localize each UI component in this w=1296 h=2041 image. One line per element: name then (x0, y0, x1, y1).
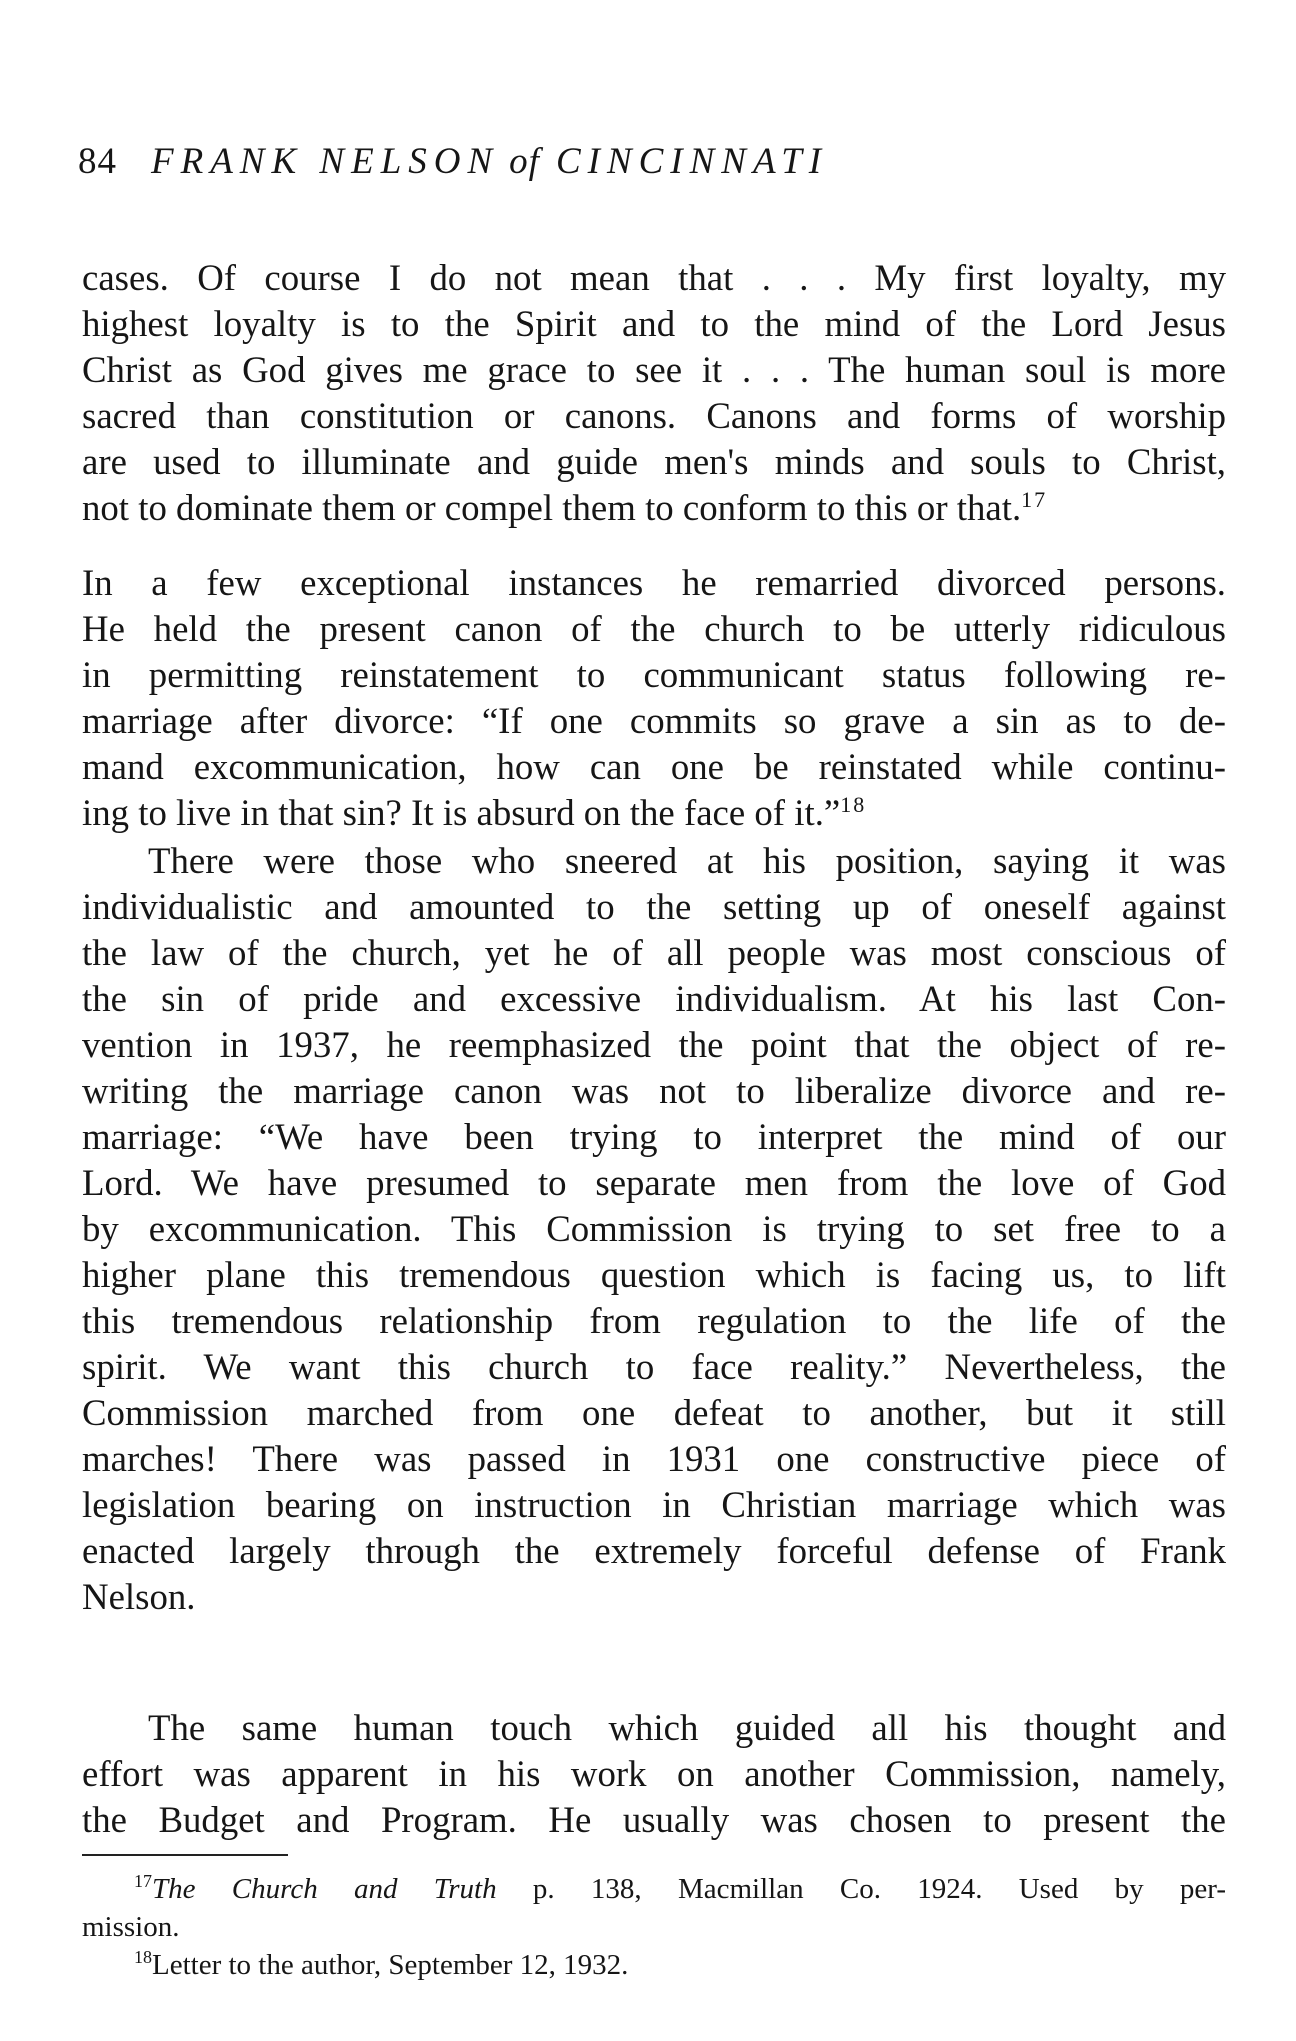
text-line: He held the present canon of the church to be utterly ridiculous (82, 608, 1226, 649)
text-line: by excommunication. This Commission is trying to set free to a (82, 1208, 1226, 1249)
paragraph-budget (82, 1705, 1226, 1843)
text-line: highest loyalty is to the Spirit and to the mind of the Lord Jesus (82, 303, 1226, 344)
text-line: Lord. We have presumed to separate men from the love of God (82, 1162, 1226, 1203)
text-line: effort was apparent in his work on another Commission, namely, (82, 1753, 1226, 1794)
footnote-book-title: The Church and Truth (152, 1873, 497, 1905)
text-line: in permitting reinstatement to communicant status following re- (82, 654, 1226, 695)
block-quote (82, 255, 1226, 531)
text-line: marches! There was passed in 1931 one constructive piece of (82, 1438, 1226, 1479)
footnote-mark: 17 (134, 1871, 152, 1891)
page-number: 84 (78, 141, 117, 182)
text-line: In a few exceptional instances he remarried divorced persons. (82, 562, 1226, 603)
text-line: higher plane this tremendous question which is facing us, to lift (82, 1254, 1226, 1295)
text-line-content: ing to live in that sin? It is absurd on the face of it.” (82, 792, 841, 833)
text-line: mand excommunication, how can one be reinstated while continu- (82, 746, 1226, 787)
text-line: The same human touch which guided all his thought and (148, 1707, 1226, 1748)
text-line: vention in 1937, he reemphasized the point that the object of re- (82, 1024, 1226, 1065)
text-line: the Budget and Program. He usually was chosen to present the (82, 1799, 1226, 1840)
footnote-line (82, 1946, 1226, 1984)
text-line: individualistic and amounted to the setting up of oneself against (82, 886, 1226, 927)
running-head-of: of (509, 141, 540, 182)
text-line: legislation bearing on instruction in Christian marriage which was (82, 1484, 1226, 1525)
text-line: writing the marriage canon was not to liberalize divorce and re- (82, 1070, 1226, 1111)
footnote-ref-17[interactable]: 17 (1021, 487, 1048, 512)
text-line: spirit. We want this church to face reality.” Nevertheless, the (82, 1346, 1226, 1387)
footnote-18 (82, 1946, 1226, 1984)
text-line: There were those who sneered at his position, saying it was (148, 840, 1226, 881)
footnote-line (82, 1870, 1226, 1908)
paragraph-commission (82, 838, 1226, 1620)
footnote-text: p. 138, Macmillan Co. 1924. Used by per- (496, 1873, 1226, 1905)
text-line: the sin of pride and excessive individualism. At his last Con- (82, 978, 1226, 1019)
footnote-divider (82, 1854, 288, 1856)
text-line: Nelson. (82, 1576, 196, 1617)
running-head-city: CINCINNATI (555, 141, 829, 182)
text-line: are used to illuminate and guide men's minds and souls to Christ, (82, 441, 1226, 482)
text-line: cases. Of course I do not mean that . . . My first loyalty, my (82, 257, 1226, 298)
running-head (78, 140, 828, 183)
text-line: sacred than constitution or canons. Canons and forms of worship (82, 395, 1226, 436)
text-line: Christ as God gives me grace to see it . . . The human soul is more (82, 349, 1226, 390)
paragraph-divorce-instances (82, 560, 1226, 836)
footnote-text: Letter to the author, September 12, 1932. (152, 1949, 629, 1981)
text-line (82, 790, 1226, 836)
running-head-title: FRANK NELSON (151, 141, 500, 182)
text-line: this tremendous relationship from regulation to the life of the (82, 1300, 1226, 1341)
footnote-17 (82, 1870, 1226, 1946)
footnote-line: mission. (82, 1911, 180, 1943)
footnote-mark: 18 (134, 1947, 152, 1967)
footnote-ref-18[interactable]: 18 (840, 792, 867, 817)
text-line: marriage after divorce: “If one commits so grave a sin as to de- (82, 700, 1226, 741)
text-line: Commission marched from one defeat to another, but it still (82, 1392, 1226, 1433)
text-line: enacted largely through the extremely forceful defense of Frank (82, 1530, 1226, 1571)
text-line: the law of the church, yet he of all people was most conscious of (82, 932, 1226, 973)
text-line (82, 485, 1226, 531)
text-line: marriage: “We have been trying to interpret the mind of our (82, 1116, 1226, 1157)
text-line-content: not to dominate them or compel them to conform to this or that. (82, 487, 1022, 528)
